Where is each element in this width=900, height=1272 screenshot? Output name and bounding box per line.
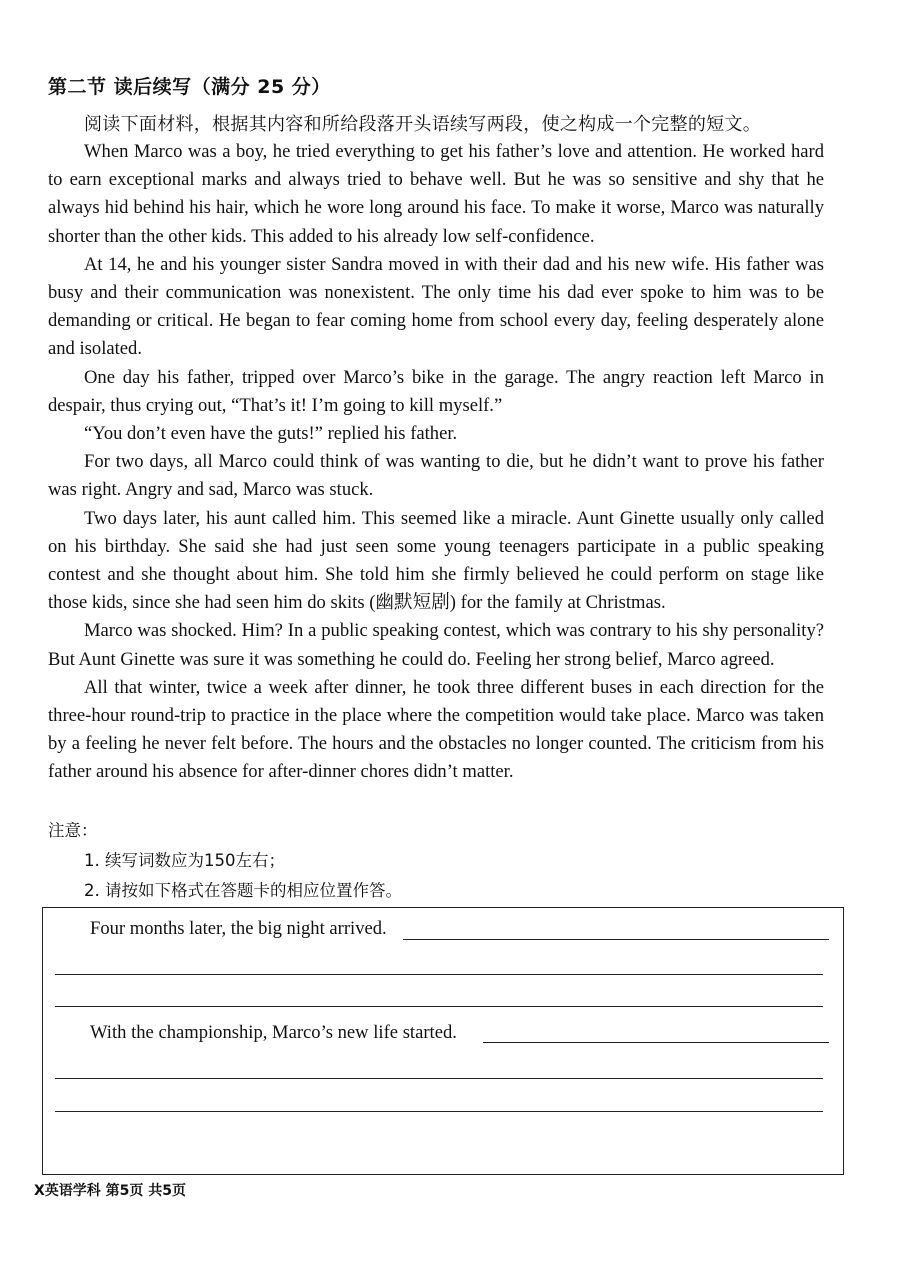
passage-paragraph: For two days, all Marco could think of was wanting to die, but he didn’t want to prove his father was right. Angry and sad, Marco was stuck. [48,451,824,501]
writing-line[interactable] [483,1042,829,1043]
writing-line[interactable] [55,1006,823,1007]
passage-paragraph: All that winter, twice a week after dinner, he took three different buses in each direction for the three-hour round-trip to practice in the place where the competition would take place. Marco was taken by a feeling he never felt before. The hours and the obstacles no longer counted. The criticism from his father around his absence for after-dinner chores didn’t matter. [48,676,824,783]
writing-line[interactable] [55,974,823,975]
instruction-text: 阅读下面材料，根据其内容和所给段落开头语续写两段，使之构成一个完整的短文。 [84,114,762,135]
passage-paragraph: “You don’t even have the guts!” replied his father. [84,423,458,445]
paragraph-prompt-1: Four months later, the big night arrived. [90,918,387,939]
writing-line[interactable] [55,1111,823,1112]
note-item: 1. 续写词数应为150左右； [84,851,285,870]
passage-paragraph: Two days later, his aunt called him. This seemed like a miracle. Aunt Ginette usually only called on his birthday. She said she had just seen some young teenagers participate in a public speaking contest and she thought about him. She told him she firmly believed he could perform on stage like those kids, since she had seen him do skits (幽默短剧) for the family at Christmas. [48,507,824,614]
writing-line[interactable] [403,939,829,940]
passage-paragraph: One day his father, tripped over Marco’s bike in the garage. The angry reaction left Marco in despair, thus crying out, “That’s it! I’m going to kill myself.” [48,366,824,416]
note-item: 2. 请按如下格式在答题卡的相应位置作答。 [84,881,402,900]
notes-heading: 注意： [48,821,98,840]
page-footer: X英语学科 第5页 共5页 [34,1183,187,1199]
reading-passage [48,138,824,787]
answer-box [42,907,844,1175]
passage-paragraph: When Marco was a boy, he tried everything to get his father’s love and attention. He worked hard to earn exceptional marks and always tried to behave well. But he was so sensitive and shy that he always hid behind his hair, which he wore long around his face. To make it worse, Marco was naturally shorter than the other kids. This added to his already low self-confidence. [48,141,824,247]
section-title: 第二节 读后续写（满分 25 分） [48,76,331,98]
notes-section [48,816,402,906]
paragraph-prompt-2: With the championship, Marco’s new life started. [90,1022,457,1043]
passage-paragraph: Marco was shocked. Him? In a public speaking contest, which was contrary to his shy personality? But Aunt Ginette was sure it was something he could do. Feeling her strong belief, Marco agreed. [48,620,824,670]
passage-paragraph: At 14, he and his younger sister Sandra moved in with their dad and his new wife. His father was busy and their communication was nonexistent. The only time his dad ever spoke to him was to be demanding or critical. He began to fear coming home from school every day, feeling desperately alone and isolated. [48,253,824,360]
writing-line[interactable] [55,1078,823,1079]
